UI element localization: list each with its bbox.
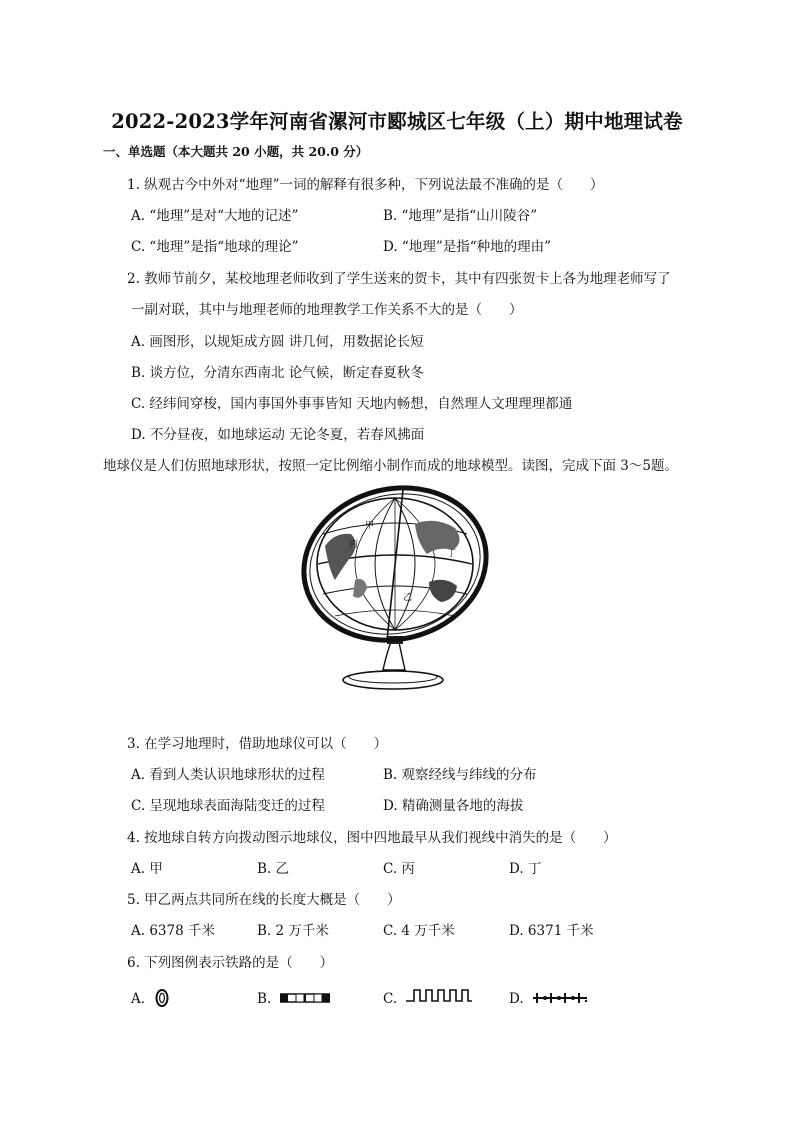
q4-stem: 4. 按地球自转方向拨动图示地球仪，图中四地最早从我们视线中消失的是（ ） xyxy=(127,830,617,846)
q2-option-a: A. 画图形，以规矩成方圆 讲几何，用数据论长短 xyxy=(131,334,424,350)
q2-option-d: D. 不分昼夜，如地球运动 无论冬夏，若春风拂面 xyxy=(131,427,425,443)
q3-option-d: D. 精确测量各地的海拔 xyxy=(383,798,524,814)
q4-option-b: B. 乙 xyxy=(257,861,290,877)
globe-label-jia: 甲 xyxy=(365,521,375,531)
section-heading: 一、单选题（本大题共 20 小题，共 20.0 分） xyxy=(103,144,369,159)
q2-option-b: B. 谈方位，分清东西南北 论气候，断定春夏秋冬 xyxy=(131,365,424,381)
legend-symbol-b-icon xyxy=(280,992,330,1004)
globe-label-yi: 乙 xyxy=(403,593,413,603)
q3-stem: 3. 在学习地理时，借助地球仪可以（ ） xyxy=(127,736,388,752)
q2-option-c: C. 经纬间穿梭，国内事国外事事皆知 天地内畅想，自然理人文理理理都通 xyxy=(131,396,573,412)
q5-option-c: C. 4 万千米 xyxy=(383,923,455,939)
q5-option-a: A. 6378 千米 xyxy=(131,923,215,939)
q2-stem-line1: 2. 教师节前夕，某校地理老师收到了学生送来的贺卡，其中有四张贺卡上各为地理老师写了 xyxy=(127,271,671,287)
q5-option-b: B. 2 万千米 xyxy=(257,923,329,939)
q6-option-a: A. xyxy=(131,991,146,1007)
q6-option-d: D. xyxy=(509,991,524,1007)
q3-option-c: C. 呈现地球表面海陆变迁的过程 xyxy=(131,798,325,814)
q1-option-b: B. “地理”是指“山川陵谷” xyxy=(383,208,538,224)
exam-title: 2022-2023学年河南省漯河市郾城区七年级（上）期中地理试卷 xyxy=(111,110,683,133)
globe-label-ding: 丁 xyxy=(447,549,457,559)
q3-option-a: A. 看到人类认识地球形状的过程 xyxy=(131,767,325,783)
legend-symbol-c-icon xyxy=(406,987,472,1005)
q6-stem: 6. 下列图例表示铁路的是（ ） xyxy=(127,955,334,971)
q5-option-d: D. 6371 千米 xyxy=(509,923,594,939)
q1-stem: 1. 纵观古今中外对“地理”一词的解释有很多种，下列说法最不准确的是（ ） xyxy=(127,177,604,193)
legend-symbol-a-icon xyxy=(155,988,169,1008)
q3-option-b: B. 观察经线与纬线的分布 xyxy=(383,767,537,783)
legend-symbol-d-icon xyxy=(533,991,589,1005)
q1-option-c: C. “地理”是指“地球的理论” xyxy=(131,239,299,255)
q5-stem: 5. 甲乙两点共同所在线的长度大概是（ ） xyxy=(127,892,401,908)
globe-figure xyxy=(295,484,495,694)
q4-option-c: C. 丙 xyxy=(383,861,415,877)
q4-option-a: A. 甲 xyxy=(131,861,163,877)
q1-option-a: A. “地理”是对“大地的记述” xyxy=(131,208,299,224)
q6-option-c: C. xyxy=(383,991,398,1007)
q6-option-b: B. xyxy=(257,991,272,1007)
q1-option-d: D. “地理”是指“种地的理由” xyxy=(383,239,552,255)
reading-intro: 地球仪是人们仿照地球形状，按照一定比例缩小制作而成的地球模型。读图，完成下面 3～5题。 xyxy=(103,458,678,474)
q2-stem-line2: 一副对联，其中与地理老师的地理教学工作关系不大的是（ ） xyxy=(131,302,523,318)
globe-label-bing: 丙 xyxy=(349,540,359,550)
q4-option-d: D. 丁 xyxy=(509,861,542,877)
